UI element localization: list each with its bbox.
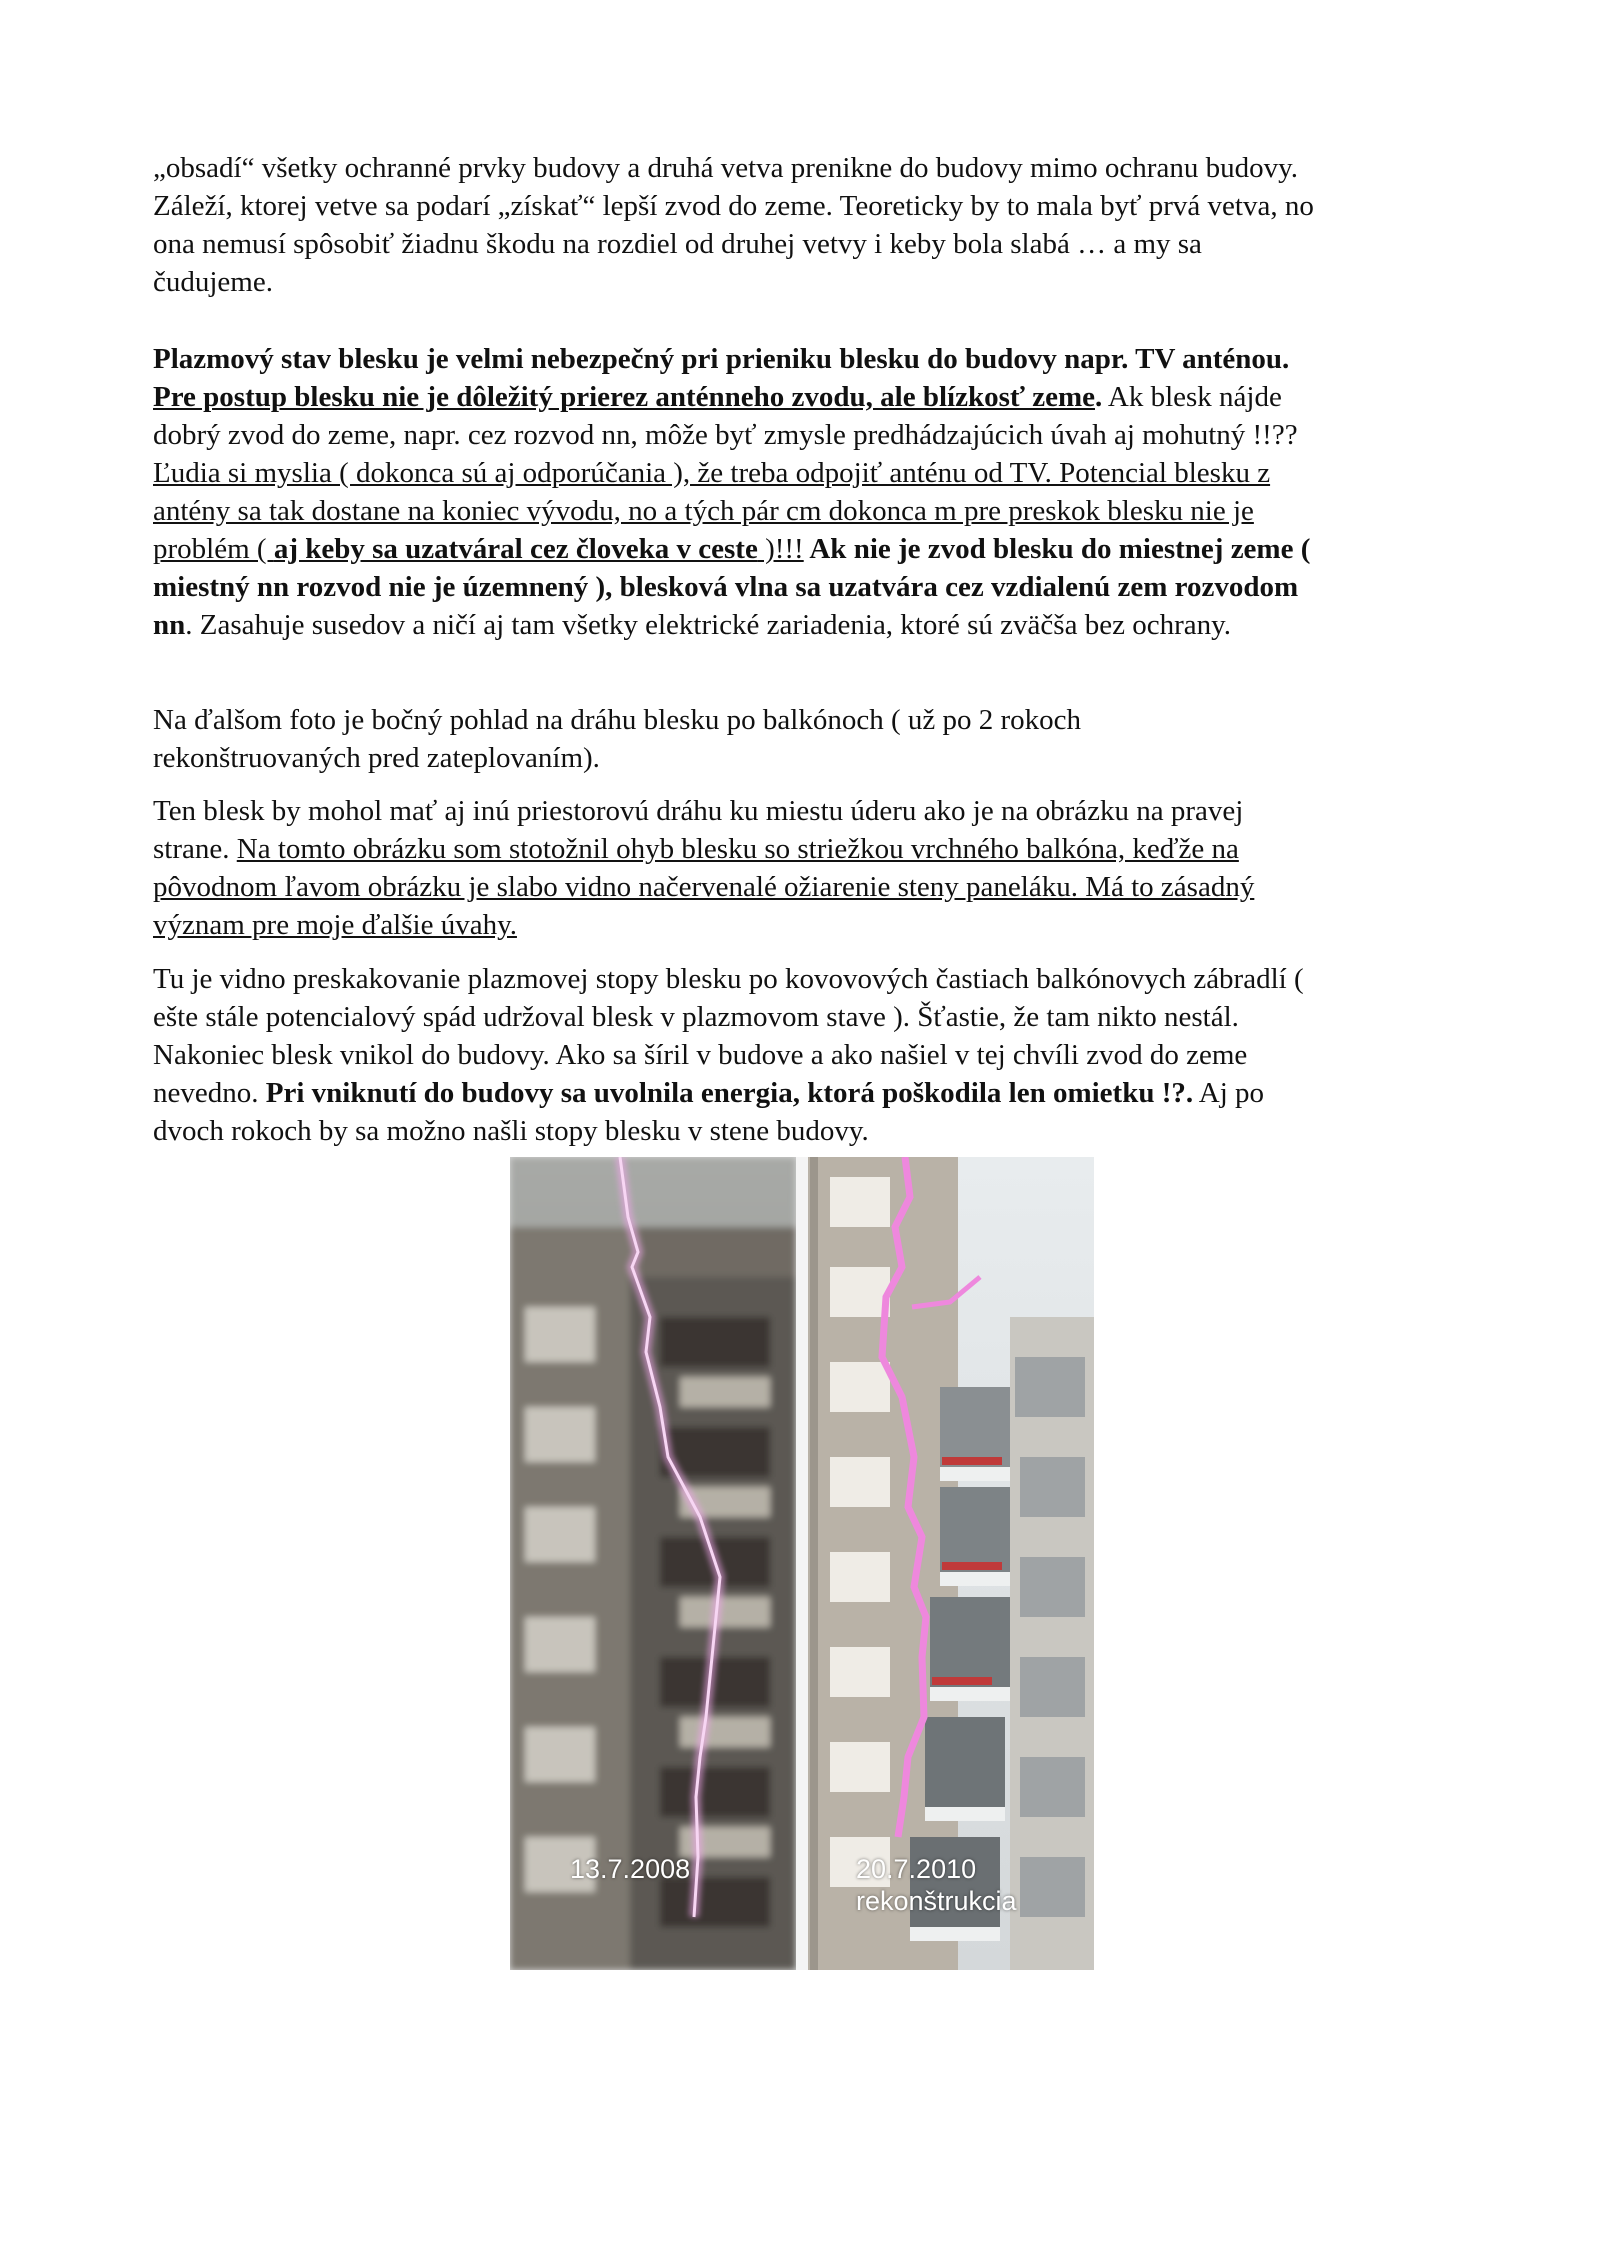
right-photo-caption-date: 20.7.2010 — [856, 1854, 977, 1884]
text-run: strane. — [153, 833, 237, 865]
text-run: „obsadí“ všetky ochranné prvky budovy a druhá vetva prenikne do budovy mimo ochranu budovy. — [153, 152, 1298, 184]
text-line — [153, 868, 1453, 906]
text-line — [153, 492, 1453, 530]
text-run: nn — [153, 609, 186, 641]
text-run: aj keby sa uzatváral cez človeka v ceste — [273, 533, 758, 565]
text-line — [153, 1036, 1453, 1074]
paragraph-3 — [153, 701, 1453, 777]
text-run: ona nemusí spôsobiť žiadnu škodu na rozdiel od druhej vetvy i keby bola slabá … a my sa — [153, 228, 1202, 260]
text-run: antény sa tak dostane na koniec vývodu, no a tých pár cm dokonca m pre preskok blesku nie je — [153, 495, 1254, 527]
text-run: Záleží, ktorej vetve sa podarí „získať“ lepší zvod do zeme. Teoreticky by to mala byť prvá vetva, no — [153, 190, 1314, 222]
text-run: význam pre moje ďalšie úvahy. — [153, 909, 517, 941]
text-run: Plazmový stav blesku je velmi nebezpečný pri prieniku blesku do budovy napr. TV anténou. — [153, 343, 1290, 375]
text-line — [153, 1074, 1453, 1112]
text-line — [153, 906, 1453, 944]
text-run: Tu je vidno preskakovanie plazmovej stopy blesku po kovovových častiach balkónovych zábradlí ( — [153, 963, 1304, 995]
text-run: Ten blesk by mohol mať aj inú priestorovú dráhu ku miestu úderu ako je na obrázku na pravej — [153, 795, 1244, 827]
text-run: Na tomto obrázku som stotožnil ohyb blesku so striežkou vrchného balkóna, keďže na — [236, 833, 1239, 865]
text-run: pôvodnom ľavom obrázku je slabo vidno načervenalé ožiarenie steny paneláku. Má to zásadný — [153, 871, 1255, 903]
text-line — [153, 830, 1453, 868]
text-run: čudujeme. — [153, 266, 273, 298]
text-run: miestný nn rozvod nie je územnený ), blesková vlna sa uzatvára cez vzdialenú zem rozvodom — [153, 571, 1299, 603]
paragraph-2 — [153, 340, 1453, 644]
text-run: Ak nie je zvod blesku do miestnej zeme ( — [803, 533, 1311, 565]
right-photo-caption-label: rekonštrukcia — [856, 1886, 1017, 1916]
text-run: . — [1095, 381, 1103, 413]
text-run: Pre postup blesku nie je dôležitý prierez anténneho zvodu, ale blízkosť zeme — [153, 381, 1095, 413]
text-run: rekonštruovaných pred zateplovaním). — [153, 742, 600, 774]
lightning-comparison-photo — [510, 1157, 1094, 1970]
text-run: Aj po — [1193, 1077, 1265, 1109]
text-line — [153, 149, 1453, 187]
text-line — [153, 340, 1453, 378]
text-line — [153, 701, 1453, 739]
text-line — [153, 568, 1453, 606]
text-line — [153, 739, 1453, 777]
text-line — [153, 606, 1453, 644]
text-run: dvoch rokoch by sa možno našli stopy blesku v stene budovy. — [153, 1115, 869, 1147]
text-run: . Zasahuje susedov a ničí aj tam všetky elektrické zariadenia, ktoré sú zväčša bez ochrany. — [185, 609, 1231, 641]
text-line — [153, 998, 1453, 1036]
text-run: nevedno. — [153, 1077, 266, 1109]
text-line — [153, 960, 1453, 998]
right-photo-panel — [808, 1157, 1094, 1970]
text-line — [153, 187, 1453, 225]
paragraph-4 — [153, 792, 1453, 944]
text-run: dobrý zvod do zeme, napr. cez rozvod nn, môže byť zmysle predhádzajúcich úvah aj mohutný !!?? — [153, 419, 1298, 451]
text-line — [153, 454, 1453, 492]
text-run: Pri vniknutí do budovy sa uvolnila energia, ktorá poškodila len omietku !?. — [265, 1077, 1194, 1109]
paragraph-5 — [153, 960, 1453, 1150]
text-run: Ľudia si myslia ( dokonca sú aj odporúčania ), že treba odpojiť anténu od TV. Potencial blesku z — [153, 457, 1271, 489]
left-photo-caption: 13.7.2008 — [570, 1854, 691, 1884]
text-run: Nakoniec blesk vnikol do budovy. Ako sa šíril v budove a ako našiel v tej chvíli zvod do zeme — [153, 1039, 1248, 1071]
text-line — [153, 1112, 1453, 1150]
text-run: problém ( — [153, 533, 274, 565]
text-run: )!!! — [757, 533, 804, 565]
text-line — [153, 530, 1453, 568]
left-photo-panel — [510, 1157, 796, 1970]
text-line — [153, 378, 1453, 416]
text-line — [153, 263, 1453, 301]
photo-illustration — [510, 1157, 1094, 1970]
text-run: Ak blesk nájde — [1102, 381, 1282, 413]
text-run: Na ďalšom foto je bočný pohlad na dráhu blesku po balkónoch ( už po 2 rokoch — [153, 704, 1081, 736]
paragraph-1 — [153, 149, 1453, 301]
text-line — [153, 225, 1453, 263]
text-line — [153, 792, 1453, 830]
text-line — [153, 416, 1453, 454]
text-run: ešte stále potencialový spád udržoval blesk v plazmovom stave ). Šťastie, že tam nikto nestál. — [153, 1001, 1239, 1033]
